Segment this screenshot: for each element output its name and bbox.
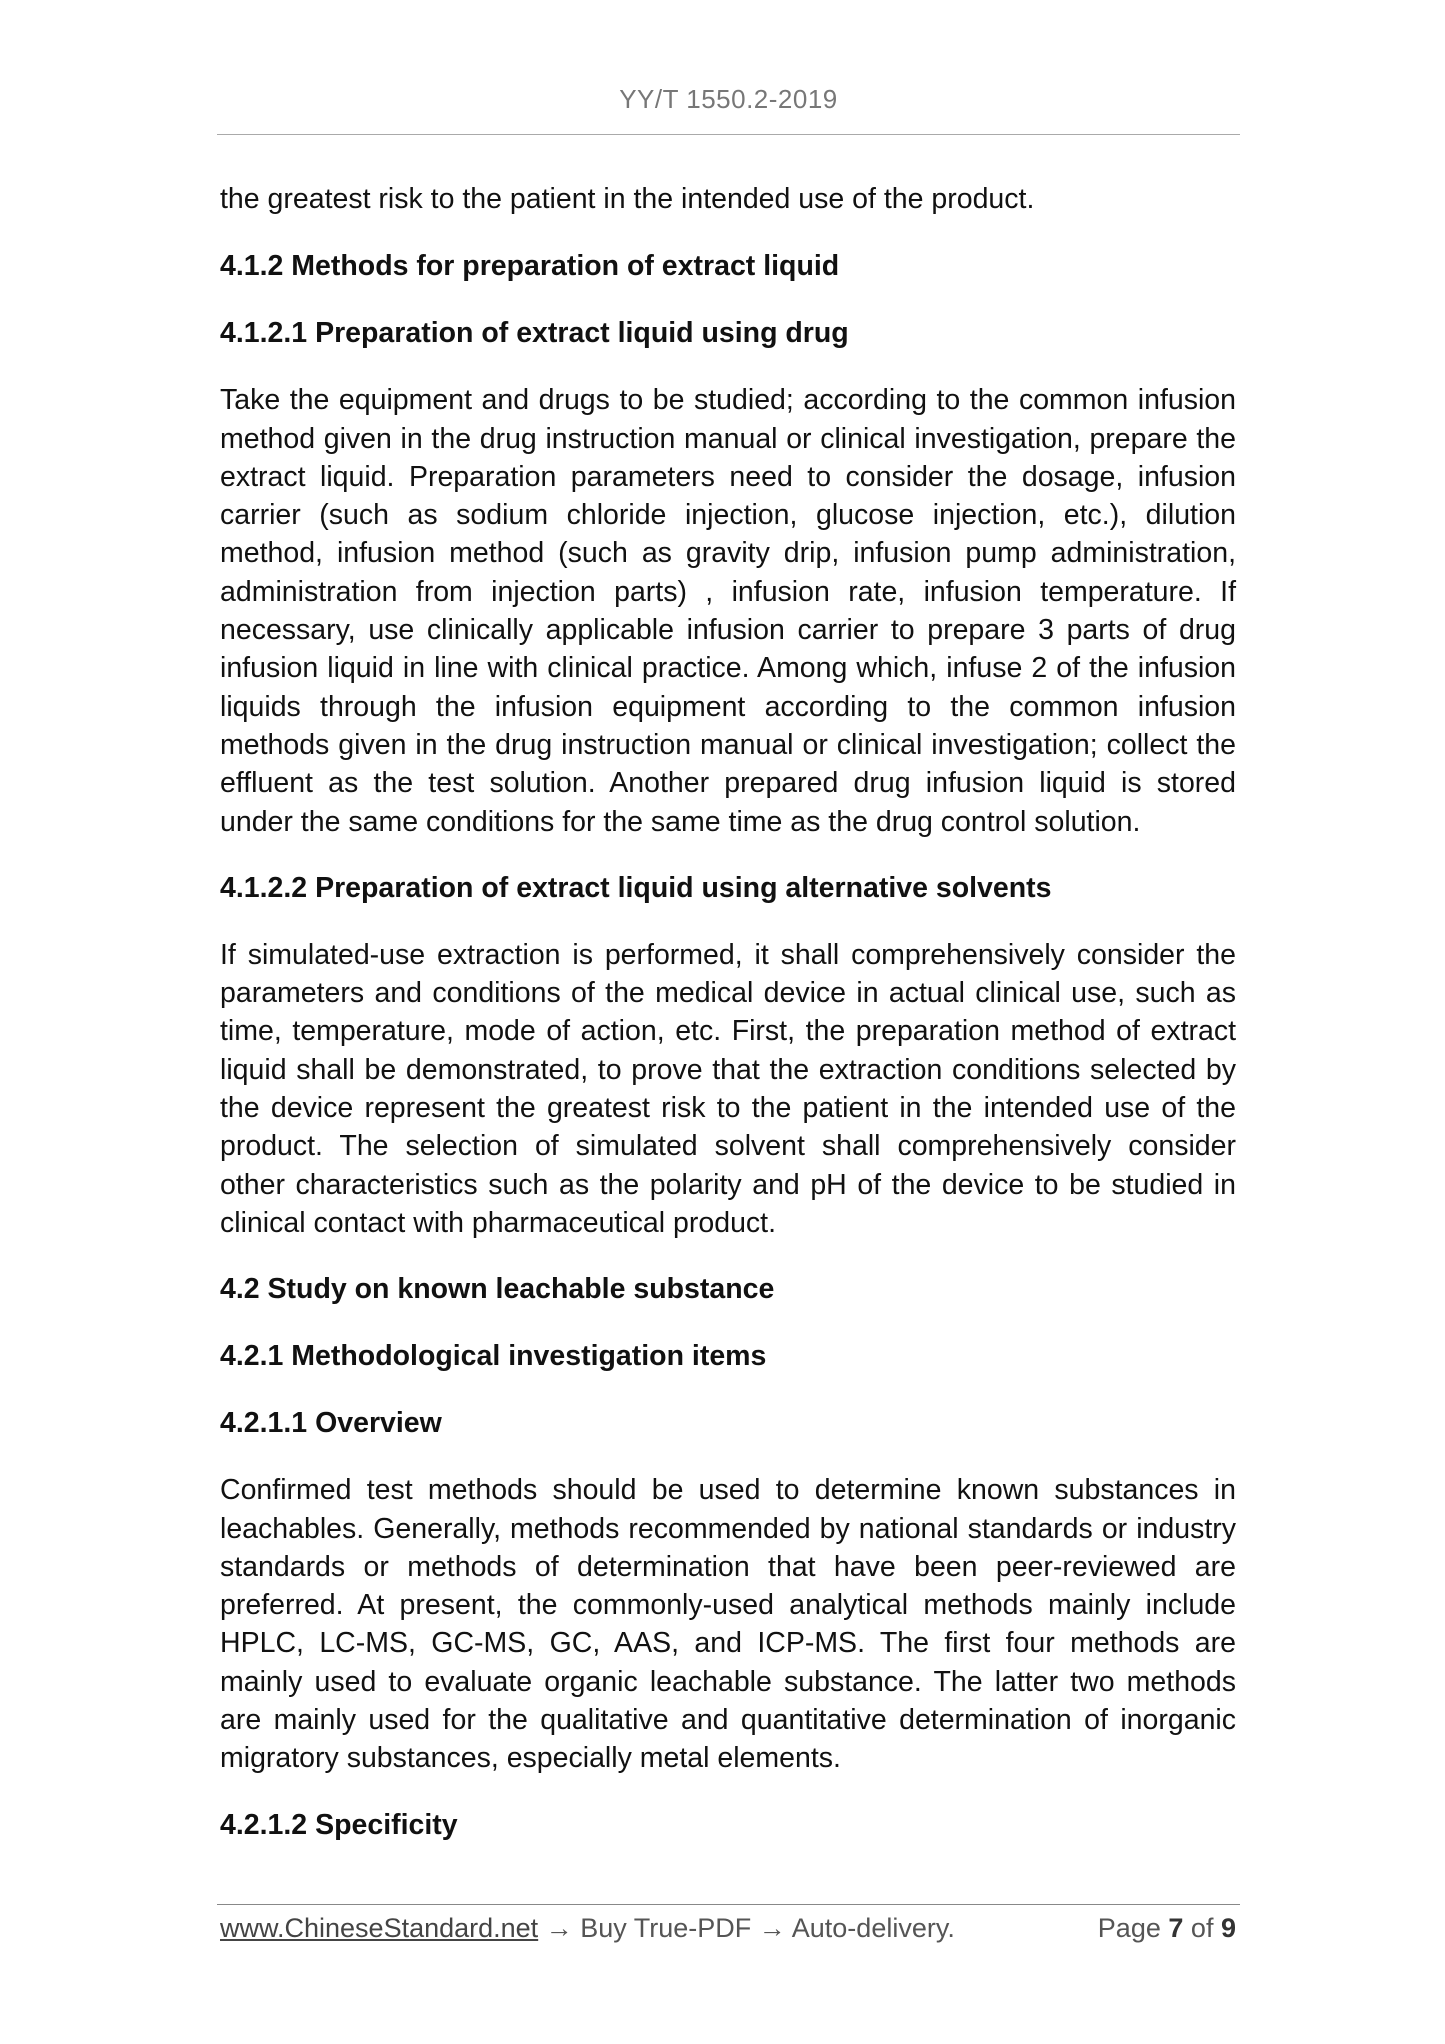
heading-4-1-2: 4.1.2 Methods for preparation of extract liquid bbox=[220, 250, 840, 283]
page-current-number: 7 bbox=[1168, 1913, 1184, 1943]
heading-4-1-2-2: 4.1.2.2 Preparation of extract liquid using alternative solvents bbox=[220, 871, 1052, 904]
footer-purchase-line bbox=[220, 1910, 955, 1946]
paragraph-4-1-2-2: If simulated-use extraction is performed, it shall comprehensively consider the parameters and conditions of the medical device in actual clinical use, such as time, temperature, mode of action, etc. First, the preparation method of extract liquid shall be demonstrated, to prove that the extraction conditions selected by the device represent the greatest risk to the patient in the intended use of the product. The selection of simulated solvent shall comprehensively consider other characteristics such as the polarity and pH of the device to be studied in clinical contact with pharmaceutical product. bbox=[220, 938, 1236, 1239]
paragraph-4-1-2-1: Take the equipment and drugs to be studied; according to the common infusion method given in the drug instruction manual or clinical investigation, prepare the extract liquid. Preparation parameters need to consider the dosage, infusion carrier (such as sodium chloride injection, glucose injection, etc.), dilution method, infusion method (such as gravity drip, infusion pump administration, administration from injection parts) , infusion rate, infusion temperature. If necessary, use clinically applicable infusion carrier to prepare 3 parts of drug infusion liquid in line with clinical practice. Among which, infuse 2 of the infusion liquids through the infusion equipment according to the common infusion methods given in the drug instruction manual or clinical investigation; collect the effluent as the test solution. Another prepared drug infusion liquid is stored under the same conditions for the same time as the drug control solution. bbox=[220, 384, 1236, 838]
page-of-label: of bbox=[1190, 1913, 1214, 1943]
page-label: Page bbox=[1097, 1913, 1161, 1943]
page-total-number: 9 bbox=[1220, 1913, 1236, 1943]
heading-4-1-2-1: 4.1.2.1 Preparation of extract liquid using drug bbox=[220, 317, 849, 350]
arrow-right-icon: → bbox=[751, 1913, 792, 1943]
arrow-right-icon: → bbox=[538, 1913, 581, 1943]
document-body bbox=[220, 180, 1236, 1844]
footer-delivery-text: Auto-delivery. bbox=[791, 1913, 955, 1943]
header-divider bbox=[217, 134, 1240, 135]
page-header-doc-id: YY/T 1550.2-2019 bbox=[619, 84, 838, 114]
footer-divider bbox=[217, 1904, 1240, 1905]
heading-4-2-1-1: 4.2.1.1 Overview bbox=[220, 1407, 442, 1440]
footer-buy-text: Buy True-PDF bbox=[580, 1913, 752, 1943]
heading-4-2: 4.2 Study on known leachable substance bbox=[220, 1273, 775, 1306]
heading-4-2-1: 4.2.1 Methodological investigation items bbox=[220, 1340, 767, 1373]
paragraph-4-2-1-1: Confirmed test methods should be used to determine known substances in leachables. Generally, methods recommended by national standards or industry standards or methods of determination that have been peer-reviewed are preferred. At present, the commonly-used analytical methods mainly include HPLC, LC-MS, GC-MS, GC, AAS, and ICP-MS. The first four methods are mainly used to evaluate organic leachable substance. The latter two methods are mainly used for the qualitative and quantitative determination of inorganic migratory substances, especially metal elements. bbox=[220, 1474, 1236, 1775]
page-number-indicator bbox=[1098, 1910, 1236, 1946]
heading-4-2-1-2: 4.2.1.2 Specificity bbox=[220, 1808, 458, 1841]
footer-website-link[interactable]: www.ChineseStandard.net bbox=[220, 1913, 539, 1943]
paragraph-continuation: the greatest risk to the patient in the intended use of the product. bbox=[220, 183, 1035, 215]
